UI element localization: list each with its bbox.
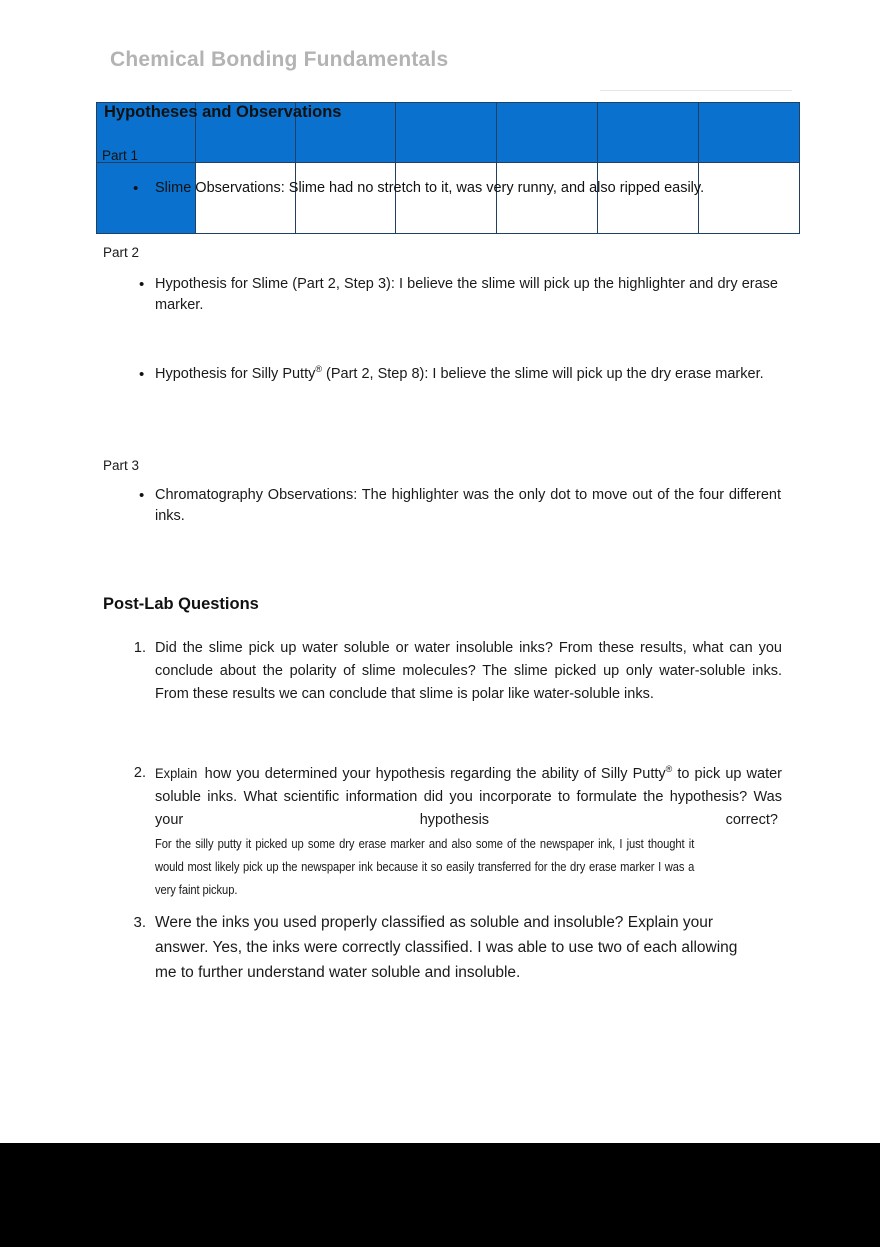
list-item <box>133 364 778 385</box>
table-observation-text: Slime Observations: Slime had no stretch to it, was very runny, and also ripped easily. <box>155 180 705 196</box>
table-cell <box>296 103 396 163</box>
table-cell <box>497 103 598 163</box>
table-row <box>97 163 800 234</box>
table-cell <box>699 103 800 163</box>
post-lab-heading: Post-Lab Questions <box>103 595 259 613</box>
table-cell <box>598 103 699 163</box>
bottom-black-band <box>0 1143 880 1247</box>
question2-prompt-a: how you determined your hypothesis regarding the ability of Silly Putty <box>199 766 666 782</box>
hypotheses-table <box>96 102 800 234</box>
registered-mark-icon: ® <box>665 764 673 775</box>
table-row <box>97 103 800 163</box>
question-text: Were the inks you used properly classified as soluble and insoluble? Explain your answer. Yes, the inks were correctly classified. I was able to use two of each allowing me to further understand water soluble and insoluble. <box>155 914 738 981</box>
section-label-part3: Part 3 <box>103 458 140 473</box>
table-cell <box>396 103 497 163</box>
bullet-icon: • <box>139 366 145 383</box>
question-text: Did the slime pick up water soluble or water insoluble inks? From these results, what can you conclude about the polarity of slime molecules? The slime picked up only water-soluble inks. From these results we can conclude that slime is polar like water-soluble inks. <box>155 640 782 702</box>
table-cell <box>97 163 196 234</box>
table-cell <box>396 163 497 234</box>
question2-answer: For the silly putty it picked up some dry erase marker and also some of the newspaper ink, I just thought it would most likely pick up the newspaper ink because it so easily transferred for the dry erase marker I was a very faint pickup. <box>155 836 695 897</box>
table-heading: Hypotheses and Observations <box>104 103 342 121</box>
question-item-3 <box>122 910 752 985</box>
list-item <box>133 485 781 527</box>
question-item-2 <box>122 762 782 902</box>
hypotheses-table-wrap <box>96 102 792 233</box>
registered-mark-icon: ® <box>315 364 322 375</box>
bullet-icon: • <box>139 276 145 293</box>
question-text <box>155 762 782 902</box>
table-cell <box>699 163 800 234</box>
hypothesis-text-post: (Part 2, Step 8): I believe the slime will pick up the dry erase marker. <box>322 366 764 382</box>
table-part1-label: Part 1 <box>102 148 139 163</box>
list-item <box>133 274 778 316</box>
question-number: 1. <box>133 640 146 656</box>
table-cell <box>97 103 196 163</box>
bullet-icon: • <box>133 180 139 197</box>
table-cell <box>296 163 396 234</box>
hypothesis-text-pre: Hypothesis for Silly Putty <box>155 366 316 382</box>
part2-hypothesis-sillyputty <box>155 364 764 385</box>
table-cell <box>598 163 699 234</box>
part2-hypothesis-slime: Hypothesis for Slime (Part 2, Step 3): I believe the slime will pick up the highlighter and dry erase marker. <box>155 276 778 313</box>
question-number: 3. <box>133 914 146 931</box>
table-cell <box>196 103 296 163</box>
question-item-1 <box>122 637 782 706</box>
page-title: Chemical Bonding Fundamentals <box>110 48 449 71</box>
table-cell <box>497 163 598 234</box>
bullet-icon: • <box>139 487 145 504</box>
table-cell <box>196 163 296 234</box>
question-number: 2. <box>133 765 146 781</box>
part3-chromatography-observations: Chromatography Observations: The highlighter was the only dot to move out of the four different inks. <box>155 487 781 524</box>
title-divider <box>600 90 792 91</box>
question2-lead-word: Explain <box>155 766 198 781</box>
section-label-part2: Part 2 <box>103 245 140 260</box>
question2-prompt-b: to pick up water soluble inks. What scientific information did you incorporate to formulate the hypothesis? Was your hypothesis correct? <box>155 766 783 828</box>
